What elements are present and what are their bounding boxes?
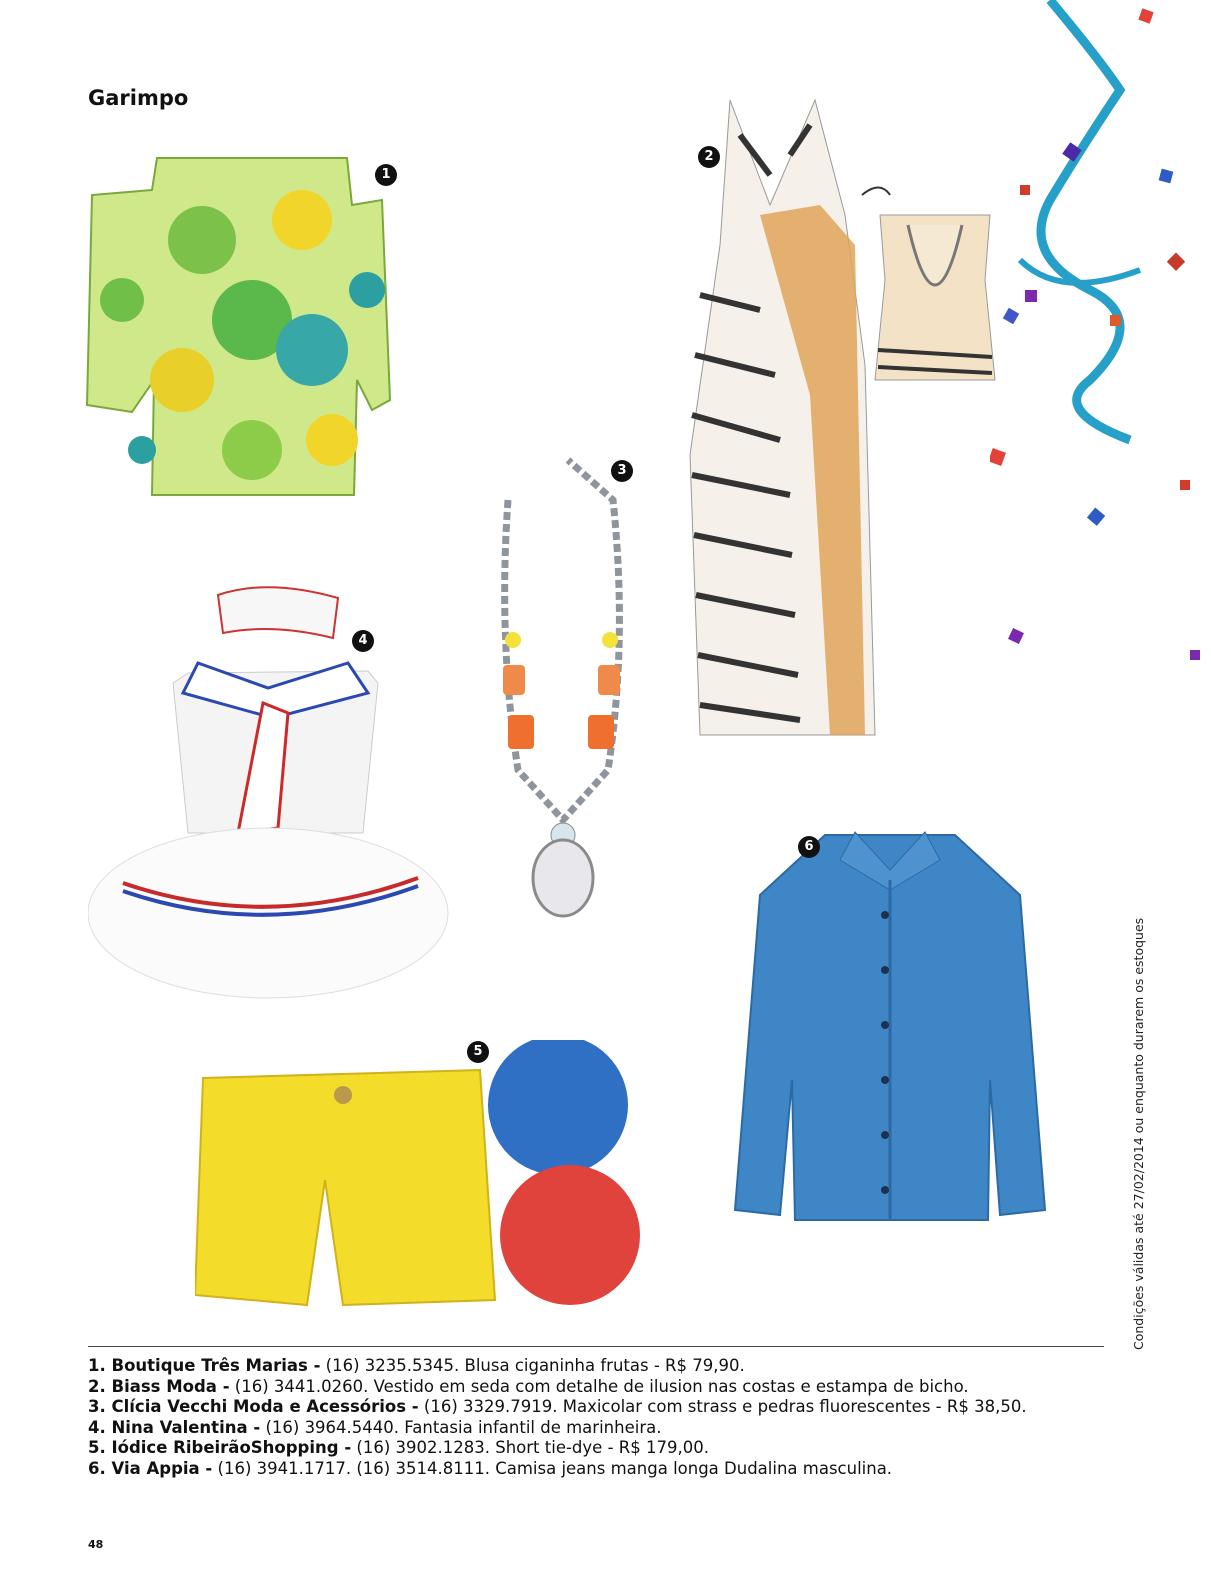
credit-item [88, 1397, 1118, 1418]
product-3-necklace-image [488, 440, 638, 920]
divider [88, 1346, 1104, 1347]
credit-store: 1. Boutique Três Marias - [88, 1356, 321, 1375]
credit-details: (16) 3964.5440. Fantasia infantil de marinheira. [260, 1417, 662, 1437]
product-3-number: 3 [611, 460, 633, 482]
credit-item [88, 1356, 1118, 1377]
credit-details: (16) 3902.1283. Short tie-dye - R$ 179,00. [351, 1438, 709, 1457]
page-number: 48 [88, 1538, 104, 1551]
credits-list [88, 1356, 1118, 1479]
product-1-blouse-image [82, 150, 397, 500]
credit-details: (16) 3329.7919. Maxicolar com strass e pedras fluorescentes - R$ 38,50. [418, 1397, 1027, 1416]
credit-details: (16) 3235.5345. Blusa ciganinha frutas - R$ 79,90. [320, 1356, 745, 1375]
validity-note: Condições válidas até 27/02/2014 ou enquanto durarem os estoques [1131, 917, 1146, 1350]
credit-details: (16) 3941.1717. (16) 3514.8111. Camisa jeans manga longa Dudalina masculina. [212, 1458, 893, 1478]
confetti-decoration [990, 0, 1211, 684]
credit-item [88, 1459, 1118, 1480]
product-2-number: 2 [698, 146, 720, 168]
product-6-denim-shirt-image [720, 820, 1060, 1240]
product-4-number: 4 [352, 630, 374, 652]
section-title: Garimpo [88, 86, 189, 110]
credit-store: 6. Via Appia - [88, 1458, 213, 1478]
credit-store: 3. Clícia Vecchi Moda e Acessórios - [88, 1397, 419, 1416]
product-2-gown-image [680, 95, 1000, 745]
product-5-shorts-image [195, 1040, 650, 1310]
credit-store: 5. Iódice RibeirãoShopping - [88, 1438, 352, 1457]
credit-item [88, 1377, 1118, 1398]
product-4-sailor-costume-image [88, 583, 458, 1013]
credit-item [88, 1418, 1118, 1439]
credit-item [88, 1438, 1118, 1459]
product-6-number: 6 [798, 836, 820, 858]
credit-store: 2. Biass Moda - [88, 1376, 230, 1396]
credit-details: (16) 3441.0260. Vestido em seda com detalhe de ilusion nas costas e estampa de bicho. [229, 1376, 969, 1396]
product-5-number: 5 [467, 1041, 489, 1063]
product-1-number: 1 [375, 164, 397, 186]
credit-store: 4. Nina Valentina - [88, 1417, 261, 1437]
